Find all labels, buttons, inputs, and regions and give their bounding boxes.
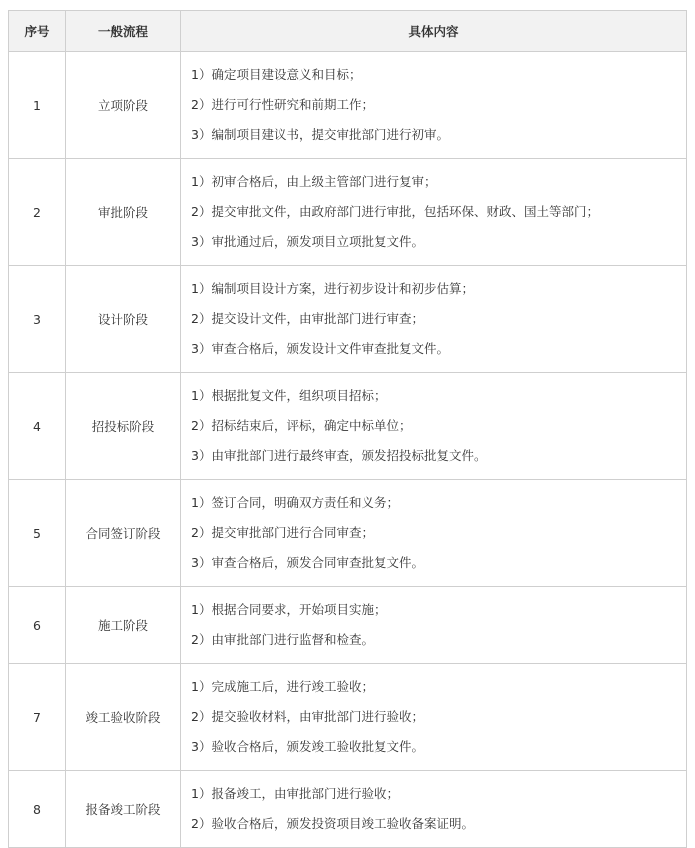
row-number: 6 [9, 587, 66, 664]
table-row [9, 373, 687, 480]
detail-line: 1）签订合同，明确双方责任和义务； [191, 495, 399, 510]
detail-line: 3）审批通过后，颁发项目立项批复文件。 [191, 234, 424, 249]
stage-details [181, 159, 687, 266]
detail-line: 2）验收合格后，颁发投资项目竣工验收备案证明。 [191, 816, 474, 831]
row-number: 3 [9, 266, 66, 373]
stage-name: 招投标阶段 [66, 373, 181, 480]
table-row [9, 52, 687, 159]
stage-details [181, 52, 687, 159]
detail-line: 1）报备竣工，由审批部门进行验收； [191, 786, 399, 801]
table-row [9, 587, 687, 664]
stage-details [181, 480, 687, 587]
row-number: 4 [9, 373, 66, 480]
header-no: 序号 [9, 11, 66, 52]
detail-line: 1）完成施工后，进行竣工验收； [191, 679, 374, 694]
row-number: 8 [9, 771, 66, 848]
detail-line: 1）根据合同要求，开始项目实施； [191, 602, 387, 617]
detail-line: 2）由审批部门进行监督和检查。 [191, 632, 374, 647]
stage-name: 报备竣工阶段 [66, 771, 181, 848]
detail-line: 2）提交审批部门进行合同审查； [191, 525, 374, 540]
detail-line: 2）招标结束后，评标，确定中标单位； [191, 418, 412, 433]
detail-line: 3）编制项目建议书，提交审批部门进行初审。 [191, 127, 449, 142]
stage-details [181, 664, 687, 771]
stage-name: 竣工验收阶段 [66, 664, 181, 771]
stage-details [181, 587, 687, 664]
detail-line: 3）由审批部门进行最终审查，颁发招投标批复文件。 [191, 448, 487, 463]
row-number: 5 [9, 480, 66, 587]
stage-name: 立项阶段 [66, 52, 181, 159]
stage-name: 合同签订阶段 [66, 480, 181, 587]
detail-line: 1）初审合格后，由上级主管部门进行复审； [191, 174, 437, 189]
stage-details [181, 771, 687, 848]
header-row [9, 11, 687, 52]
table-row [9, 480, 687, 587]
detail-line: 2）提交验收材料，由审批部门进行验收； [191, 709, 424, 724]
detail-line: 1）根据批复文件，组织项目招标； [191, 388, 387, 403]
process-table [8, 10, 687, 848]
header-process: 一般流程 [66, 11, 181, 52]
detail-line: 2）进行可行性研究和前期工作； [191, 97, 374, 112]
row-number: 1 [9, 52, 66, 159]
row-number: 2 [9, 159, 66, 266]
table-row [9, 159, 687, 266]
detail-line: 3）审查合格后，颁发合同审查批复文件。 [191, 555, 424, 570]
stage-name: 设计阶段 [66, 266, 181, 373]
detail-line: 2）提交设计文件，由审批部门进行审查； [191, 311, 424, 326]
stage-details [181, 373, 687, 480]
table-row [9, 771, 687, 848]
detail-line: 1）编制项目设计方案，进行初步设计和初步估算； [191, 281, 474, 296]
table-row [9, 266, 687, 373]
detail-line: 3）审查合格后，颁发设计文件审查批复文件。 [191, 341, 449, 356]
detail-line: 3）验收合格后，颁发竣工验收批复文件。 [191, 739, 424, 754]
header-content: 具体内容 [181, 11, 687, 52]
row-number: 7 [9, 664, 66, 771]
table-row [9, 664, 687, 771]
stage-name: 施工阶段 [66, 587, 181, 664]
stage-name: 审批阶段 [66, 159, 181, 266]
stage-details [181, 266, 687, 373]
detail-line: 1）确定项目建设意义和目标； [191, 67, 362, 82]
detail-line: 2）提交审批文件，由政府部门进行审批，包括环保、财政、国土等部门； [191, 204, 599, 219]
